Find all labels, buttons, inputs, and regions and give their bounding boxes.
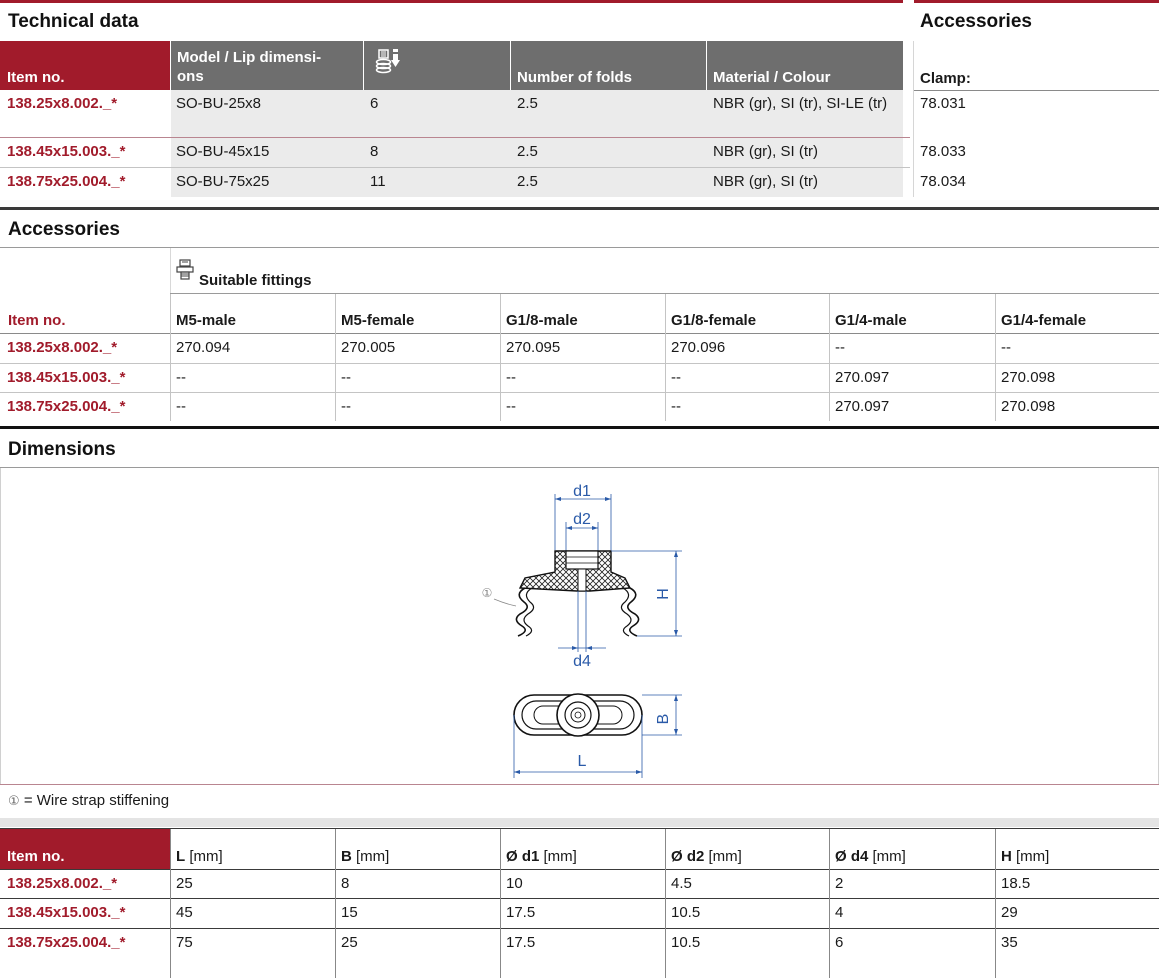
- dims-cell: 18.5: [1001, 875, 1031, 892]
- dims-cell: 6: [835, 934, 844, 951]
- fittings-col-header: G1/4-female: [1001, 312, 1087, 329]
- fittings-row-item: 138.45x15.003._*: [7, 369, 126, 386]
- footnote-marker: ①: [8, 794, 20, 809]
- dims-cell: 4: [835, 904, 844, 921]
- dims-cell: 45: [176, 904, 193, 921]
- fittings-cell: --: [176, 398, 186, 415]
- header-model-label: Model / Lip dimensi- ons: [177, 49, 322, 85]
- fittings-cell: 270.005: [341, 339, 396, 356]
- bellows-cup-drawing: [470, 476, 700, 781]
- drawing-bottom-rule: [0, 784, 1159, 785]
- suction-force-icon: [370, 48, 404, 80]
- header-folds: [511, 41, 706, 90]
- dims-col-unit: [mm]: [189, 848, 223, 865]
- fittings-cell: --: [341, 369, 351, 386]
- dims-cell: 10.5: [671, 934, 701, 951]
- tech-row-model: SO-BU-25x8: [176, 95, 262, 112]
- dims-cell: 10: [506, 875, 523, 892]
- label-H: H: [655, 588, 672, 600]
- header-force: [364, 41, 510, 90]
- dims-col-unit: [mm]: [872, 848, 906, 865]
- dims-cell: 8: [341, 875, 350, 892]
- table-top-rule: [0, 828, 1159, 829]
- fittings-cell: --: [671, 398, 681, 415]
- label-L: L: [577, 753, 587, 770]
- fittings-cell: 270.097: [835, 398, 890, 415]
- dims-cell: 29: [1001, 904, 1018, 921]
- fittings-group-label: Suitable fittings: [199, 272, 312, 289]
- fittings-col-header: G1/8-male: [506, 312, 578, 329]
- fittings-cell: 270.096: [671, 339, 726, 356]
- tech-row-model: SO-BU-75x25: [176, 173, 270, 190]
- section-rule: [0, 426, 1159, 429]
- label-d1: d1: [573, 483, 591, 500]
- tech-row-material: NBR (gr), SI (tr), SI-LE (tr): [713, 95, 888, 112]
- header-material-label: Material / Colour: [713, 69, 831, 86]
- fittings-col-header: M5-female: [341, 312, 415, 329]
- dims-row-item: 138.25x8.002._*: [7, 875, 118, 892]
- dims-col-header: [671, 848, 742, 865]
- dims-col-symbol: B: [341, 848, 352, 865]
- fittings-col-header: G1/8-female: [671, 312, 757, 329]
- technical-data-title: Technical data: [8, 11, 139, 32]
- fittings-col-header: M5-male: [176, 312, 237, 329]
- label-d2: d2: [573, 511, 591, 528]
- tech-row-model: SO-BU-45x15: [176, 143, 270, 160]
- dimensions-title: Dimensions: [8, 439, 116, 460]
- dims-col-unit: [mm]: [708, 848, 742, 865]
- dims-cell: 4.5: [671, 875, 692, 892]
- dims-col-header: [176, 848, 223, 865]
- dims-cell: 2: [835, 875, 844, 892]
- tech-row-material: NBR (gr), SI (tr): [713, 143, 818, 160]
- fittings-cell: 270.095: [506, 339, 561, 356]
- fittings-cell: --: [341, 398, 351, 415]
- fittings-cell: 270.097: [835, 369, 890, 386]
- separator-band: [0, 818, 1159, 827]
- fittings-cell: --: [1001, 339, 1011, 356]
- dims-col-header: [506, 848, 577, 865]
- dims-item-header: [0, 829, 170, 869]
- fitting-icon: [176, 259, 194, 288]
- title-rule: [0, 247, 1159, 248]
- fittings-title: Accessories: [8, 219, 120, 240]
- footnote-text: = Wire strap stiffening: [23, 792, 170, 809]
- dims-cell: 17.5: [506, 904, 536, 921]
- dims-cell: 10.5: [671, 904, 701, 921]
- dims-cell: 35: [1001, 934, 1018, 951]
- dims-row-item: 138.45x15.003._*: [7, 904, 126, 921]
- dims-cell: 25: [341, 934, 358, 951]
- tech-row-item: 138.25x8.002._*: [7, 95, 118, 112]
- dims-col-symbol: Ø d2: [671, 848, 705, 865]
- dims-col-header: [1001, 848, 1049, 865]
- tech-row-item: 138.45x15.003._*: [7, 143, 126, 160]
- clamp-value: 78.031: [920, 95, 966, 112]
- label-B: B: [655, 713, 672, 725]
- fittings-cell: 270.098: [1001, 369, 1056, 386]
- dims-cell: 25: [176, 875, 193, 892]
- fittings-col-header: G1/4-male: [835, 312, 907, 329]
- header-material: [707, 41, 903, 90]
- clamp-label: Clamp:: [920, 70, 971, 87]
- dims-cell: 17.5: [506, 934, 536, 951]
- frame-left: [0, 468, 1, 784]
- header-folds-label: Number of folds: [517, 69, 632, 86]
- fittings-cell: --: [671, 369, 681, 386]
- dims-row-item: 138.75x25.004._*: [7, 934, 126, 951]
- dims-col-symbol: L: [176, 848, 186, 865]
- header-model: [171, 41, 363, 90]
- dims-col-unit: [mm]: [356, 848, 390, 865]
- dims-cell: 75: [176, 934, 193, 951]
- fittings-cell: 270.094: [176, 339, 231, 356]
- dims-cell: 15: [341, 904, 358, 921]
- header-item-no-label: Item no.: [7, 69, 65, 86]
- fittings-item-header: Item no.: [8, 312, 66, 329]
- section-top-rule: [0, 0, 903, 3]
- label-d4: d4: [573, 653, 591, 670]
- accessories-side-title: Accessories: [920, 11, 1032, 32]
- clamp-value: 78.034: [920, 173, 966, 190]
- marker-1: ①: [481, 586, 493, 600]
- fittings-cell: --: [506, 398, 516, 415]
- fittings-cell: --: [835, 339, 845, 356]
- tech-row-material: NBR (gr), SI (tr): [713, 173, 818, 190]
- fittings-row-item: 138.25x8.002._*: [7, 339, 118, 356]
- dims-col-unit: [mm]: [1016, 848, 1050, 865]
- section-top-rule: [914, 0, 1159, 3]
- tech-row-folds: 2.5: [517, 143, 538, 160]
- dims-col-symbol: H: [1001, 848, 1012, 865]
- dims-col-unit: [mm]: [543, 848, 577, 865]
- section-rule: [0, 207, 1159, 210]
- tech-row-folds: 2.5: [517, 95, 538, 112]
- fittings-cell: 270.098: [1001, 398, 1056, 415]
- divider: [170, 248, 171, 296]
- dims-item-header-label: Item no.: [7, 848, 65, 865]
- clamp-value: 78.033: [920, 143, 966, 160]
- header-item-no: [0, 41, 170, 90]
- tech-row-folds: 2.5: [517, 173, 538, 190]
- fittings-cell: --: [506, 369, 516, 386]
- dims-col-header: [341, 848, 389, 865]
- tech-row-force: 6: [370, 95, 379, 112]
- title-rule: [0, 467, 1159, 468]
- tech-row-item: 138.75x25.004._*: [7, 173, 126, 190]
- dims-col-header: [835, 848, 906, 865]
- tech-row-force: 8: [370, 143, 379, 160]
- dims-col-symbol: Ø d1: [506, 848, 540, 865]
- dims-col-symbol: Ø d4: [835, 848, 869, 865]
- fittings-cell: --: [176, 369, 186, 386]
- footnote: [8, 792, 169, 809]
- fittings-row-item: 138.75x25.004._*: [7, 398, 126, 415]
- tech-row-force: 11: [370, 173, 386, 190]
